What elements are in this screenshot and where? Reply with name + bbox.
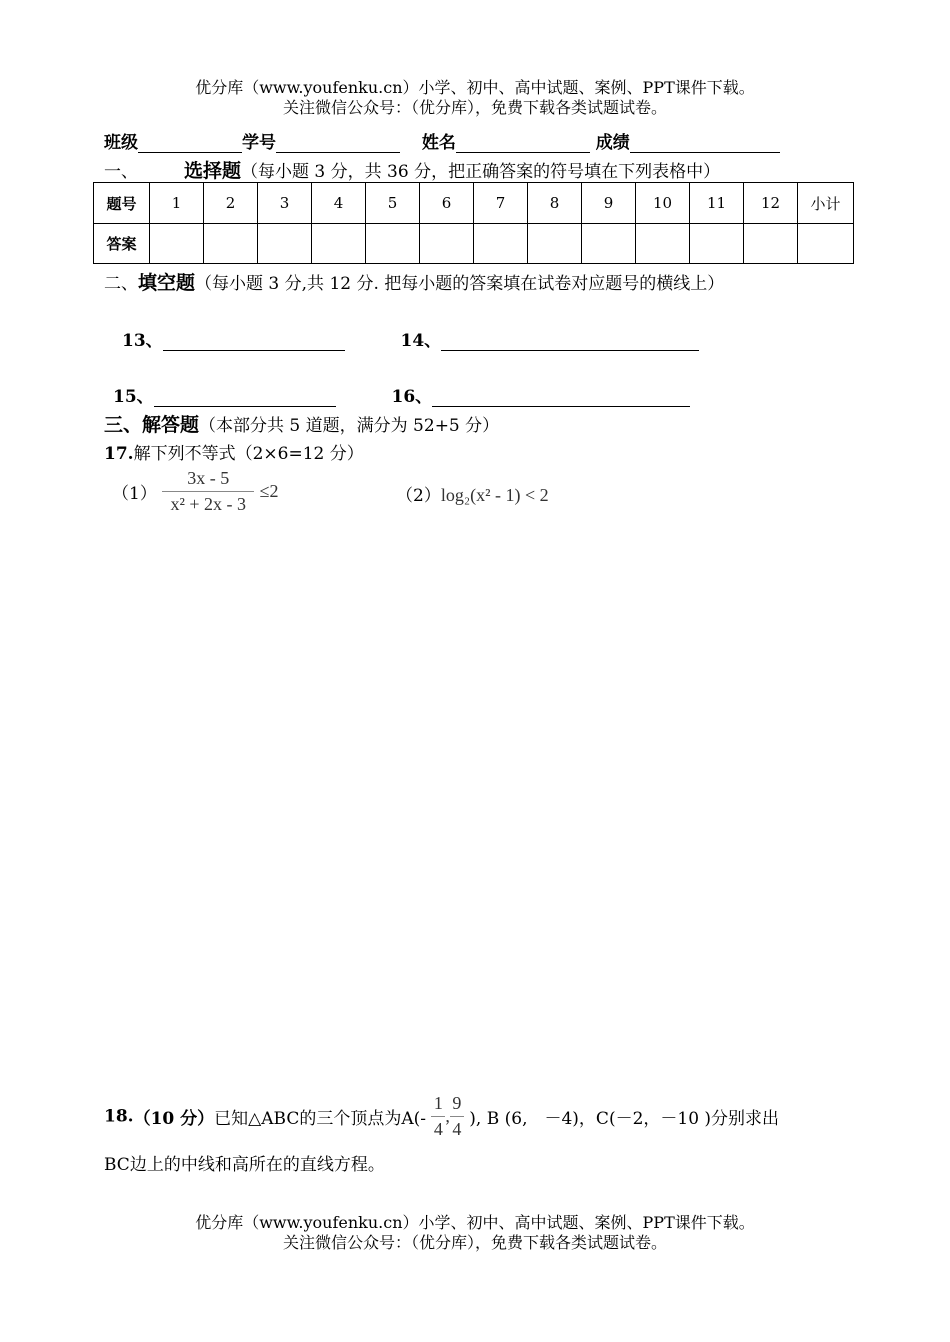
answer-cell[interactable]	[204, 224, 258, 264]
answer-cell[interactable]	[690, 224, 744, 264]
student-info-row	[104, 128, 780, 153]
table-cell-number: 8	[528, 183, 582, 224]
table-cell-number: 2	[204, 183, 258, 224]
table-cell-number: 11	[690, 183, 744, 224]
footer-line-1: 优分库（www.youfenku.cn）小学、初中、高中试题、案例、PPT课件下载。	[195, 1213, 755, 1232]
table-cell-number: 3	[258, 183, 312, 224]
section-2-heading	[104, 268, 724, 295]
table-row-answers	[94, 224, 854, 264]
q13-blank[interactable]	[163, 334, 345, 351]
q14-label: 14、	[400, 331, 442, 351]
section-2-num: 二、	[104, 274, 138, 294]
q18-frac-2-den: 4	[452, 1119, 462, 1139]
answer-cell[interactable]	[420, 224, 474, 264]
q17-p1-rhs: ≤2	[259, 481, 279, 501]
q15-blank[interactable]	[154, 390, 336, 407]
section-2-title: 填空题	[138, 272, 196, 294]
q18-text-b: ), B (6, －4)，C(－2，－10 )分别求出	[469, 1109, 780, 1129]
q17-p1-fraction	[162, 468, 254, 515]
q18-points: （10 分）	[133, 1109, 215, 1129]
score-label: 成绩	[595, 133, 630, 153]
q18-frac-1-den: 4	[433, 1119, 443, 1139]
section-3-title: 解答题	[142, 414, 200, 436]
answer-cell[interactable]	[312, 224, 366, 264]
q17-part-1	[112, 468, 279, 515]
q18-frac-2	[450, 1093, 464, 1140]
q17-text: 解下列不等式（2×6=12 分）	[133, 444, 364, 464]
name-blank[interactable]	[456, 136, 590, 153]
q16-blank[interactable]	[432, 390, 690, 407]
q15-label: 15、	[113, 387, 154, 407]
q18-num: 18.	[104, 1106, 134, 1127]
header-line-1: 优分库（www.youfenku.cn）小学、初中、高中试题、案例、PPT课件下载。	[195, 78, 755, 97]
name-label: 姓名	[421, 133, 456, 153]
q18-line-1	[104, 1093, 779, 1140]
table-cell-subtotal: 小计	[798, 183, 854, 224]
answer-cell[interactable]	[366, 224, 420, 264]
answer-cell[interactable]	[474, 224, 528, 264]
score-blank[interactable]	[630, 136, 780, 153]
q17-p1-numerator: 3x - 5	[187, 468, 230, 488]
q17-p1-denominator: x² + 2x - 3	[170, 494, 246, 514]
table-cell-number: 4	[312, 183, 366, 224]
section-3-desc: （本部分共 5 道题，满分为 52+5 分）	[199, 416, 500, 436]
fraction-bar	[450, 1116, 464, 1117]
fraction-bar	[431, 1116, 445, 1117]
answer-table	[93, 182, 854, 264]
table-cell-number: 5	[366, 183, 420, 224]
answer-cell[interactable]	[582, 224, 636, 264]
subtotal-cell[interactable]	[798, 224, 854, 264]
id-blank[interactable]	[276, 136, 400, 153]
q14-blank[interactable]	[441, 334, 699, 351]
section-1-heading	[104, 156, 720, 183]
q18-frac-2-num: 9	[452, 1093, 462, 1113]
answer-cell[interactable]	[528, 224, 582, 264]
id-label: 学号	[242, 133, 276, 153]
table-cell-number: 7	[474, 183, 528, 224]
section-1-num: 一、	[104, 162, 138, 182]
q17-heading	[104, 439, 364, 464]
q17-p2-expr: log₂(x² - 1) < 2	[440, 485, 549, 505]
q17-num: 17.	[104, 444, 134, 464]
table-cell-number: 10	[636, 183, 690, 224]
table-cell-number: 6	[420, 183, 474, 224]
section-3-num: 三、	[104, 414, 143, 436]
table-header-number: 题号	[94, 183, 150, 224]
q18-text-a: 已知△ABC的三个顶点为A(-	[214, 1109, 426, 1129]
fill-row-1	[122, 326, 699, 351]
fraction-bar	[162, 491, 254, 492]
q18-frac-1	[431, 1093, 445, 1140]
q17-p1-label: （1）	[112, 484, 157, 504]
class-label: 班级	[104, 133, 138, 153]
table-cell-number: 1	[150, 183, 204, 224]
header-line-2: 关注微信公众号：（优分库），免费下载各类试题试卷。	[282, 98, 667, 117]
q16-label: 16、	[391, 387, 433, 407]
section-3-heading	[104, 410, 499, 437]
answer-cell[interactable]	[150, 224, 204, 264]
answer-cell[interactable]	[744, 224, 798, 264]
fill-row-2	[113, 382, 690, 407]
section-2-desc: （每小题 3 分,共 12 分. 把每小题的答案填在试卷对应题号的横线上）	[195, 274, 725, 294]
class-blank[interactable]	[138, 136, 242, 153]
q18-frac-1-num: 1	[433, 1093, 443, 1113]
answer-cell[interactable]	[636, 224, 690, 264]
table-row-numbers	[94, 183, 854, 224]
table-header-answer: 答案	[94, 224, 150, 264]
table-cell-number: 12	[744, 183, 798, 224]
table-cell-number: 9	[582, 183, 636, 224]
answer-cell[interactable]	[258, 224, 312, 264]
q17-part-2	[396, 481, 549, 506]
section-1-desc: （每小题 3 分，共 36 分，把正确答案的符号填在下列表格中）	[241, 162, 721, 182]
section-1-title: 选择题	[184, 160, 242, 182]
q18-comma: ,	[445, 1106, 450, 1126]
footer-line-2: 关注微信公众号：（优分库），免费下载各类试题试卷。	[282, 1233, 667, 1252]
q18-line-2: BC边上的中线和高所在的直线方程。	[104, 1155, 385, 1175]
q17-p2-label: （2）	[396, 486, 441, 506]
q13-label: 13、	[122, 331, 163, 351]
